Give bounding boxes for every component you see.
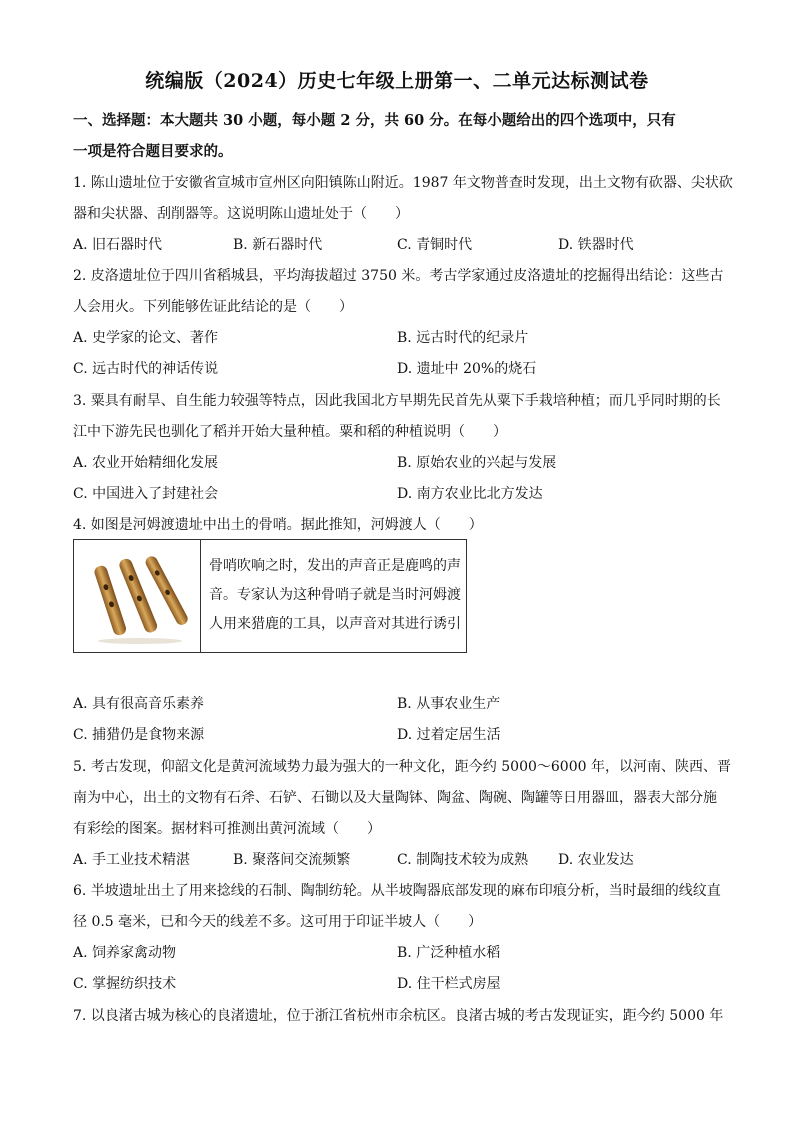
question-6-option-a: A. 饲养家禽动物 (73, 945, 177, 961)
question-1-option-b: B. 新石器时代 (233, 237, 323, 253)
question-4-option-d: D. 过着定居生活 (397, 727, 501, 743)
bone-whistle-figure (73, 539, 467, 653)
question-5-stem-line-3: 有彩绘的图案。据材料可推测出黄河流域（ ） (73, 821, 381, 837)
question-2-option-d: D. 遗址中 20%的烧石 (397, 361, 537, 377)
bone-whistle-illustration (82, 546, 192, 646)
question-1-stem-line-1: 1. 陈山遗址位于安徽省宣城市宣州区向阳镇陈山附近。1987 年文物普查时发现，出土文物有砍器、尖状砍 (73, 175, 733, 191)
question-4-option-a: A. 具有很高音乐素养 (73, 696, 205, 712)
question-5-option-a: A. 手工业技术精湛 (73, 852, 191, 868)
question-1-option-d: D. 铁器时代 (558, 237, 634, 253)
question-1-stem-line-2: 器和尖状器、刮削器等。这说明陈山遗址处于（ ） (73, 206, 409, 222)
question-2-stem-line-2: 人会用火。下列能够佐证此结论的是（ ） (73, 299, 353, 315)
question-3-option-c: C. 中国进入了封建社会 (73, 486, 219, 502)
question-3-option-b: B. 原始农业的兴起与发展 (397, 455, 557, 471)
exam-title: 统编版（2024）历史七年级上册第一、二单元达标测试卷 (145, 70, 649, 92)
question-6-option-c: C. 掌握纺织技术 (73, 976, 177, 992)
question-3-option-d: D. 南方农业比北方发达 (397, 486, 543, 502)
question-4-option-b: B. 从事农业生产 (397, 696, 501, 712)
question-6-stem-line-2: 径 0.5 毫米，已和今天的线差不多。这可用于印证半坡人（ ） (73, 914, 483, 930)
section-heading-line-2: 一项是符合题目要求的。 (73, 143, 233, 160)
question-2-stem-line-1: 2. 皮洛遗址位于四川省稻城县，平均海拔超过 3750 米。考古学家通过皮洛遗址的挖掘得出结论：这些古 (73, 268, 724, 284)
question-4-stem-line-1: 4. 如图是河姆渡遗址中出土的骨哨。据此推知，河姆渡人（ ） (73, 517, 483, 533)
question-3-stem-line-2: 江中下游先民也驯化了稻并开始大量种植。粟和稻的种植说明（ ） (73, 424, 507, 440)
question-7-stem-line-1: 7. 以良渚古城为核心的良渚遗址，位于浙江省杭州市余杭区。良渚古城的考古发现证实，距今约 5000 年 (73, 1008, 724, 1024)
question-5-stem-line-1: 5. 考古发现，仰韶文化是黄河流域势力最为强大的一种文化，距今约 5000～6000 年，以河南、陕西、晋 (73, 759, 731, 775)
bone-whistle-caption (201, 540, 466, 652)
question-5-option-b: B. 聚落间交流频繁 (233, 852, 351, 868)
question-2-option-a: A. 史学家的论文、著作 (73, 330, 219, 346)
question-6-stem-line-1: 6. 半坡遗址出土了用来捻线的石制、陶制纺轮。从半坡陶器底部发现的麻布印痕分析，当时最细的线纹直 (73, 883, 721, 899)
question-6-option-d: D. 住干栏式房屋 (397, 976, 501, 992)
question-2-option-b: B. 远古时代的纪录片 (397, 330, 529, 346)
caption-line-2: 音。专家认为这种骨哨子就是当时河姆渡 (209, 587, 461, 603)
question-2-option-c: C. 远古时代的神话传说 (73, 361, 219, 377)
bone-whistle-image (74, 540, 201, 652)
question-3-stem-line-1: 3. 粟具有耐旱、自生能力较强等特点，因此我国北方早期先民首先从粟下手栽培种植；而几乎同时期的长 (73, 393, 721, 409)
question-4-option-c: C. 捕猎仍是食物来源 (73, 727, 205, 743)
question-1-option-c: C. 青铜时代 (397, 237, 473, 253)
question-6-option-b: B. 广泛种植水稻 (397, 945, 501, 961)
question-5-stem-line-2: 南为中心，出土的文物有石斧、石铲、石锄以及大量陶钵、陶盆、陶碗、陶罐等日用器皿，器表大部分施 (73, 790, 717, 806)
section-heading-line-1: 一、选择题：本大题共 30 小题，每小题 2 分，共 60 分。在每小题给出的四个选项中，只有 (73, 112, 676, 129)
question-1-option-a: A. 旧石器时代 (73, 237, 163, 253)
caption-line-3: 人用来猎鹿的工具，以声音对其进行诱引 (209, 616, 461, 632)
question-5-option-c: C. 制陶技术较为成熟 (397, 852, 529, 868)
question-3-option-a: A. 农业开始精细化发展 (73, 455, 219, 471)
caption-line-1: 骨哨吹响之时，发出的声音正是鹿鸣的声 (209, 558, 461, 574)
question-5-option-d: D. 农业发达 (558, 852, 634, 868)
